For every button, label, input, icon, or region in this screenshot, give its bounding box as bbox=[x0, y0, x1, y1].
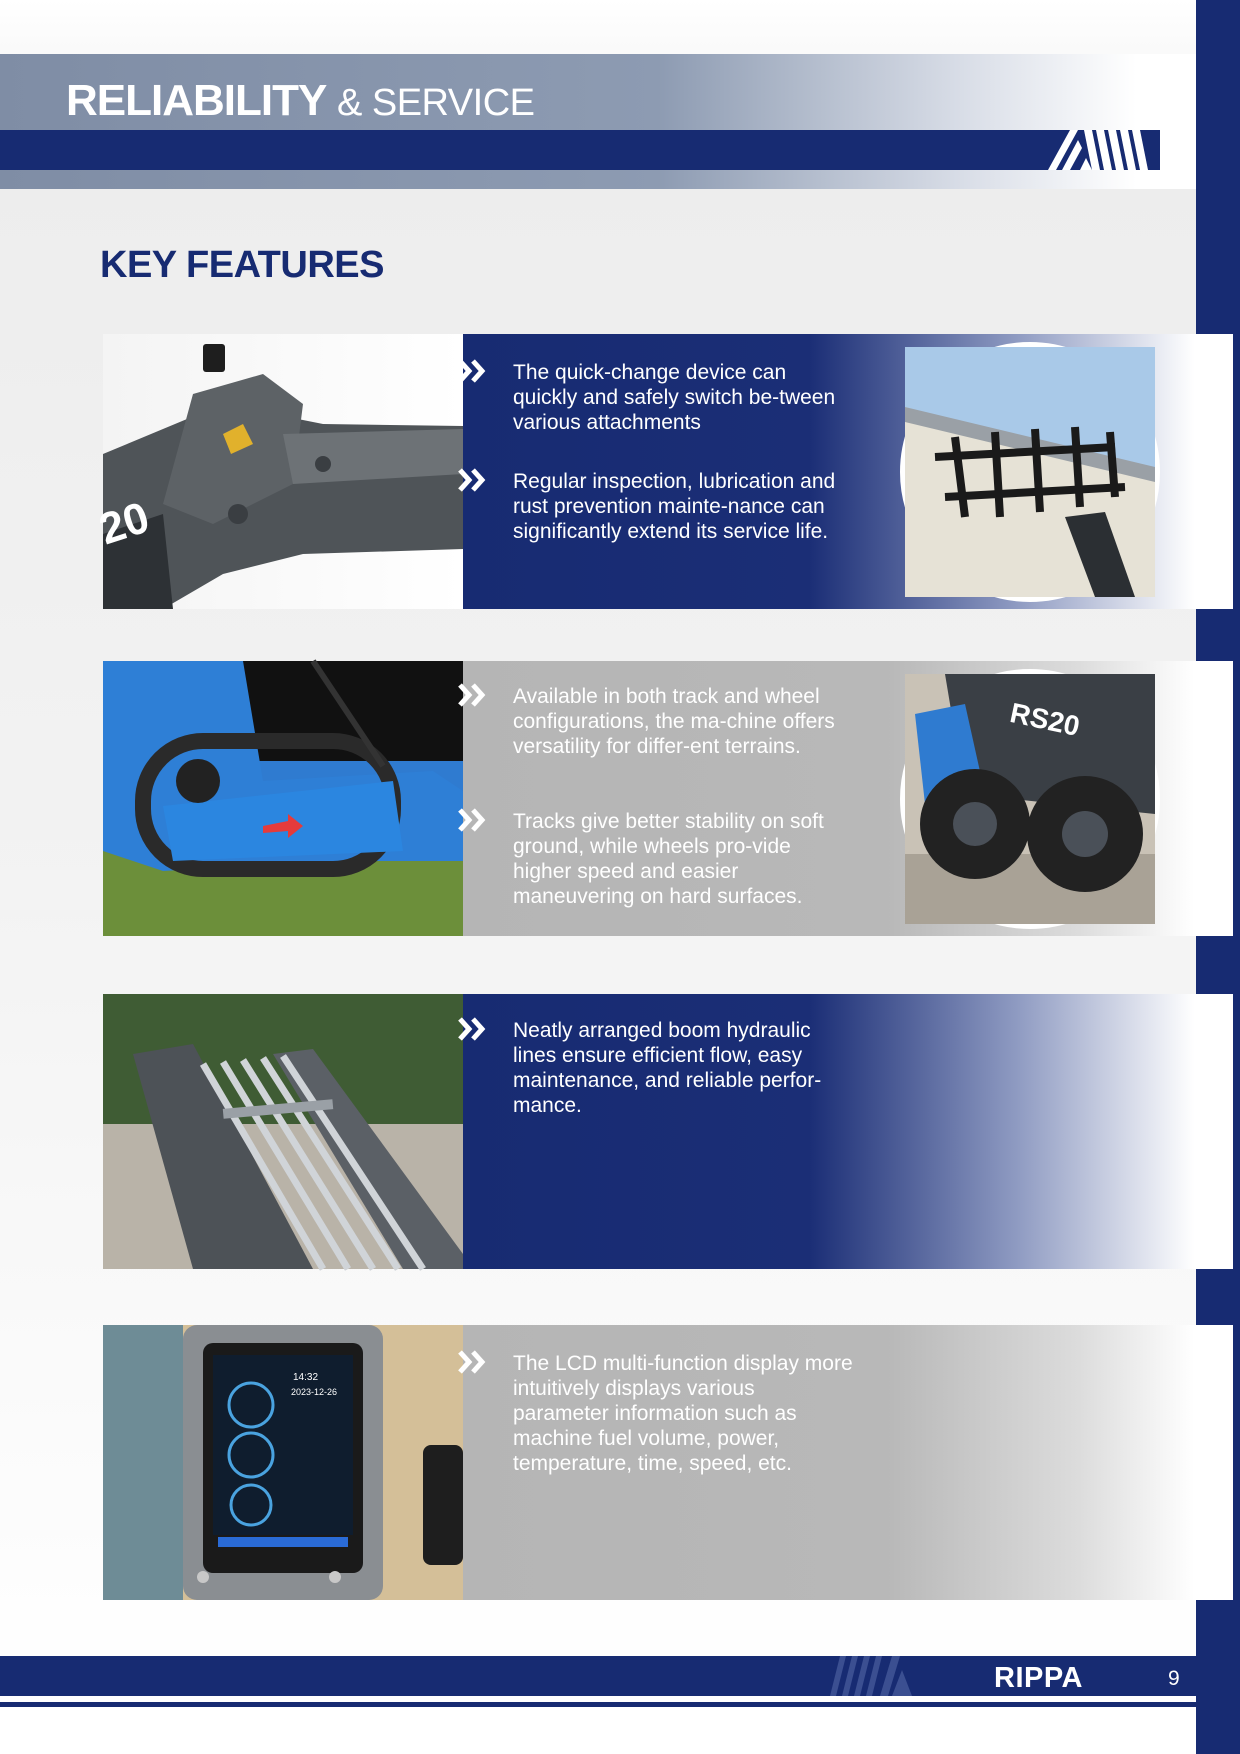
bullet-text: Regular inspection, lubrication and rust prevention mainte-nance can significantly extend its service life. bbox=[513, 470, 836, 543]
header-title-bold: RELIABILITY bbox=[66, 76, 327, 125]
feature-panel bbox=[463, 994, 1233, 1269]
double-chevron-icon bbox=[457, 807, 487, 833]
header-stripe bbox=[0, 130, 1160, 170]
section-title: KEY FEATURES bbox=[100, 244, 384, 286]
feature-bullet bbox=[513, 1018, 853, 1118]
feature-bullet bbox=[513, 1351, 853, 1476]
bullet-text: Neatly arranged boom hydraulic lines ensure efficient flow, easy maintenance, and reliable perfor-mance. bbox=[513, 1019, 822, 1117]
brand-logo: RIPPA bbox=[994, 1662, 1083, 1694]
display-date: 2023-12-26 bbox=[291, 1387, 338, 1397]
bullet-text: The quick-change device can quickly and safely switch be-tween various attachments bbox=[513, 361, 836, 434]
feature-bullet bbox=[513, 360, 853, 435]
footer-line bbox=[0, 1702, 1196, 1707]
feature-bullet bbox=[513, 469, 853, 544]
page-number: 9 bbox=[1168, 1667, 1180, 1690]
feature-card-hydraulic-lines bbox=[103, 994, 1123, 1269]
feature-bullet bbox=[513, 809, 853, 909]
feature-bullet bbox=[513, 684, 853, 759]
grapple-attachment-photo bbox=[900, 342, 1160, 602]
double-chevron-icon bbox=[457, 1016, 487, 1042]
bullet-text: Available in both track and wheel configurations, the ma-chine offers versatility for differ-ent terrains. bbox=[513, 685, 835, 758]
brand-stripes-icon bbox=[830, 1656, 940, 1696]
display-time: 14:32 bbox=[293, 1372, 319, 1383]
machine-model-label: RS20 bbox=[1007, 697, 1083, 742]
double-chevron-icon bbox=[457, 358, 487, 384]
tracked-undercarriage-photo bbox=[103, 661, 463, 936]
header-title-rest: & SERVICE bbox=[336, 82, 535, 124]
feature-panel bbox=[463, 1325, 1233, 1600]
svg-text:20: 20 bbox=[93, 492, 156, 555]
feature-card-track-wheel bbox=[103, 661, 1123, 936]
feature-card-lcd-display bbox=[103, 1325, 1123, 1600]
bullet-text: Tracks give better stability on soft ground, while wheels pro-vide higher speed and easier maneuvering on hard surfaces. bbox=[513, 810, 824, 908]
loader-boom-photo bbox=[93, 334, 463, 609]
brand-stripes-icon bbox=[1048, 130, 1158, 170]
lcd-display-photo bbox=[103, 1325, 463, 1600]
feature-card-quick-change bbox=[93, 334, 1123, 609]
boom-hydraulic-lines-photo bbox=[103, 994, 463, 1269]
wheeled-rs20-photo bbox=[900, 669, 1160, 929]
header-title bbox=[66, 76, 535, 126]
double-chevron-icon bbox=[457, 682, 487, 708]
double-chevron-icon bbox=[457, 1349, 487, 1375]
double-chevron-icon bbox=[457, 467, 487, 493]
bullet-text: The LCD multi-function display more intuitively displays various parameter information such as machine fuel volume, power, temperature, time, speed, etc. bbox=[513, 1352, 853, 1475]
